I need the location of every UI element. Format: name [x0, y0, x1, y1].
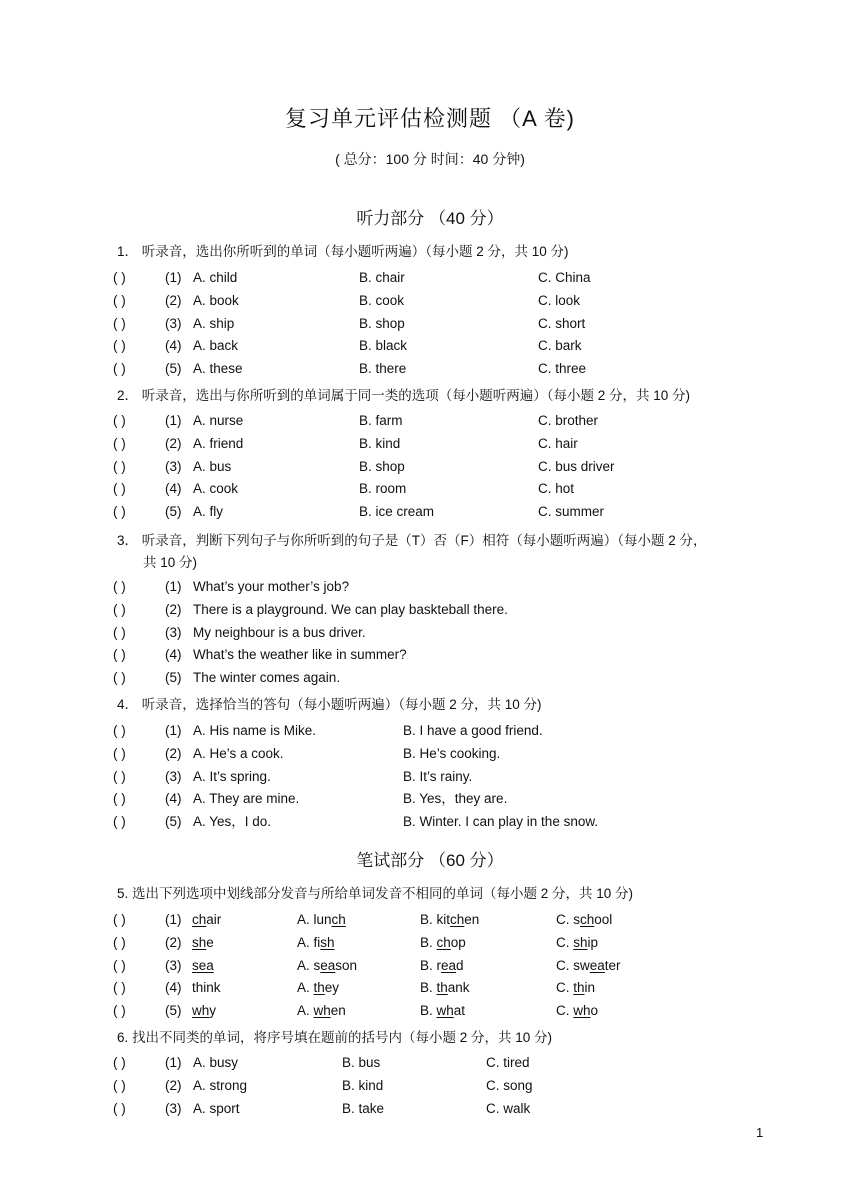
option-b: B. cook — [359, 292, 405, 308]
writing-section-header: 笔试部分 （60 分） — [356, 851, 504, 870]
item-number: (5) — [165, 814, 182, 829]
answer-bracket: ( ) — [113, 1077, 126, 1093]
option-w-part: e — [206, 934, 214, 950]
q3-item — [113, 645, 813, 665]
q3-item — [113, 577, 813, 597]
item-number: (1) — [165, 579, 182, 594]
answer-bracket: ( ) — [113, 768, 126, 784]
option-w-part: ch — [192, 912, 207, 927]
option-a: A. nurse — [193, 413, 244, 428]
option-a: A. His name is Mike. — [193, 723, 317, 738]
option-a-part: son — [335, 957, 358, 973]
option-a: A. friend — [193, 435, 244, 451]
q6-item — [113, 1099, 813, 1119]
option-b: B. farm — [359, 413, 403, 428]
option-c-part: C. — [556, 1003, 574, 1018]
option-c-part: C. sw — [556, 957, 590, 973]
option-a — [297, 933, 335, 953]
option-c — [556, 910, 612, 930]
option-b — [420, 978, 470, 998]
option-b-part: ea — [441, 957, 457, 973]
page-title: 复习单元评估检测题 （A 卷) — [284, 106, 575, 131]
option-b-part: wh — [436, 1003, 454, 1018]
item-number: (5) — [165, 1003, 182, 1018]
q4-prompt: 4． 听录音，选择恰当的答句（每小题听两遍）（每小题 2 分，共 10 分) — [117, 697, 542, 712]
option-c: C. hair — [538, 435, 578, 451]
option-a-part: A. fi — [297, 934, 321, 950]
option-b: B. there — [359, 361, 407, 376]
option-a: A. strong — [193, 1077, 248, 1093]
page-subtitle: ( 总分：100 分 时间：40 分钟) — [335, 151, 525, 167]
option-b: B. shop — [359, 458, 405, 474]
option-b: B. bus — [342, 1055, 381, 1070]
option-text: My neighbour is a bus driver. — [193, 624, 366, 640]
q6-prompt: 6. 找出不同类的单词，将序号填在题前的括号内（每小题 2 分，共 10 分) — [117, 1030, 553, 1045]
option-c-part: ea — [589, 957, 605, 973]
q2-prompt: 2． 听录音，选出与你所听到的单词属于同一类的选项（每小题听两遍）（每小题 2 分，共 10 分) — [117, 388, 691, 403]
item-number: (4) — [165, 791, 182, 807]
option-a-part: A. lun — [297, 912, 332, 927]
option-a — [297, 910, 346, 930]
answer-bracket: ( ) — [113, 361, 126, 376]
option-b-part: ch — [450, 912, 465, 927]
q5-item — [113, 978, 813, 998]
q3-prompt-line2: 共 10 分) — [143, 555, 198, 570]
option-c-part: C. — [556, 934, 574, 950]
answer-bracket: ( ) — [113, 647, 126, 663]
option-c-part: wh — [573, 1003, 591, 1018]
item-number: (1) — [165, 912, 182, 927]
q3-item — [113, 623, 813, 643]
option-a: A. It’s spring. — [193, 768, 271, 784]
option-b: B. chair — [359, 270, 405, 285]
answer-bracket: ( ) — [113, 1100, 126, 1116]
option-c: C. bark — [538, 338, 582, 354]
option-c-part: in — [584, 980, 596, 996]
answer-bracket: ( ) — [113, 1003, 126, 1018]
answer-bracket: ( ) — [113, 601, 126, 617]
option-a: A. bus — [193, 458, 232, 474]
q6-item — [113, 1076, 813, 1096]
option-a-part: sh — [320, 934, 335, 950]
item-number: (1) — [165, 413, 182, 428]
option-b: B. It’s rainy. — [403, 768, 473, 784]
q4-item — [113, 744, 813, 764]
option-w — [192, 910, 221, 930]
item-number: (1) — [165, 723, 182, 738]
option-b: B. shop — [359, 315, 405, 331]
option-c — [556, 1001, 598, 1021]
item-number: (3) — [165, 957, 182, 973]
option-a-part: ea — [320, 957, 336, 973]
option-w-part: air — [206, 912, 222, 927]
item-number: (5) — [165, 670, 182, 685]
option-c-part: C. s — [556, 912, 581, 927]
item-number: (2) — [165, 601, 182, 617]
option-c: C. look — [538, 292, 581, 308]
q2-item — [113, 434, 813, 454]
page-number: 1 — [756, 1125, 764, 1140]
option-w — [192, 978, 221, 998]
answer-bracket: ( ) — [113, 723, 126, 738]
answer-bracket: ( ) — [113, 670, 126, 685]
q4-item — [113, 767, 813, 787]
option-c: C. tired — [486, 1055, 530, 1070]
q2-item — [113, 479, 813, 499]
q2-item — [113, 411, 813, 431]
item-number: (3) — [165, 768, 182, 784]
option-w — [192, 1001, 216, 1021]
option-a-part: ey — [324, 980, 340, 996]
option-a: A. ship — [193, 315, 235, 331]
q1-item — [113, 336, 813, 356]
q3-item — [113, 600, 813, 620]
item-number: (3) — [165, 1100, 182, 1116]
option-c: C. hot — [538, 481, 575, 497]
item-number: (5) — [165, 361, 182, 376]
q5-item — [113, 910, 813, 930]
option-a-part: A. s — [297, 957, 321, 973]
option-c-part: ch — [580, 912, 595, 927]
answer-bracket: ( ) — [113, 481, 126, 497]
option-c-part: th — [573, 980, 585, 996]
q5-item — [113, 933, 813, 953]
option-b-part: at — [453, 1003, 466, 1018]
option-b — [420, 956, 464, 976]
option-a: A. fly — [193, 504, 224, 519]
option-c-part: o — [590, 1003, 599, 1018]
option-a — [297, 1001, 346, 1021]
answer-bracket: ( ) — [113, 957, 126, 973]
option-w — [192, 933, 214, 953]
item-number: (4) — [165, 980, 182, 996]
q1-item — [113, 314, 813, 334]
answer-bracket: ( ) — [113, 791, 126, 807]
option-a-part: A. — [297, 1003, 314, 1018]
item-number: (2) — [165, 1077, 182, 1093]
q2-item — [113, 457, 813, 477]
option-b — [420, 910, 479, 930]
option-a-part: th — [313, 980, 325, 996]
option-w-part: y — [209, 1003, 217, 1018]
option-c — [556, 956, 621, 976]
item-number: (1) — [165, 270, 182, 285]
answer-bracket: ( ) — [113, 458, 126, 474]
q1-item — [113, 291, 813, 311]
answer-bracket: ( ) — [113, 745, 126, 761]
option-c: C. three — [538, 361, 587, 376]
option-c: C. walk — [486, 1100, 531, 1116]
option-text: What’s the weather like in summer? — [193, 647, 407, 663]
option-c: C. short — [538, 315, 586, 331]
option-b: B. He’s cooking. — [403, 745, 501, 761]
answer-bracket: ( ) — [113, 435, 126, 451]
option-a — [297, 956, 357, 976]
option-a-part: en — [330, 1003, 346, 1018]
answer-bracket: ( ) — [113, 912, 126, 927]
answer-bracket: ( ) — [113, 292, 126, 308]
option-a: A. cook — [193, 481, 239, 497]
option-text: What’s your mother’s job? — [193, 579, 350, 594]
item-number: (4) — [165, 647, 182, 663]
item-number: (2) — [165, 934, 182, 950]
option-a: A. They are mine. — [193, 791, 300, 807]
q3-prompt — [117, 530, 777, 574]
item-number: (1) — [165, 1055, 182, 1070]
q1-prompt: 1． 听录音，选出你所听到的单词（每小题听两遍）（每小题 2 分，共 10 分) — [117, 244, 569, 259]
option-c — [556, 978, 595, 998]
item-number: (3) — [165, 458, 182, 474]
option-b: B. ice cream — [359, 504, 435, 519]
item-number: (5) — [165, 504, 182, 519]
option-b-part: d — [456, 957, 464, 973]
option-b-part: B. — [420, 934, 437, 950]
item-number: (2) — [165, 292, 182, 308]
option-a: A. sport — [193, 1100, 240, 1116]
option-b: B. take — [342, 1100, 385, 1116]
option-b: B. black — [359, 338, 408, 354]
item-number: (3) — [165, 624, 182, 640]
option-b — [420, 933, 466, 953]
option-w-part: sea — [192, 957, 214, 973]
option-b: B. I have a good friend. — [403, 723, 543, 738]
q4-item — [113, 721, 813, 741]
answer-bracket: ( ) — [113, 413, 126, 428]
option-b: B. Yes，they are. — [403, 791, 508, 807]
option-b-part: ch — [436, 934, 451, 950]
q2-item — [113, 502, 813, 522]
answer-bracket: ( ) — [113, 504, 126, 519]
q1-item — [113, 268, 813, 288]
option-b-part: B. — [420, 1003, 437, 1018]
option-c — [556, 933, 598, 953]
item-number: (4) — [165, 338, 182, 354]
option-b-part: B. r — [420, 957, 442, 973]
option-b-part: B. kit — [420, 912, 451, 927]
option-c: C. song — [486, 1077, 533, 1093]
option-b — [420, 1001, 465, 1021]
option-text: There is a playground. We can play baskteball there. — [193, 601, 508, 617]
option-a-part: A. — [297, 980, 314, 996]
option-c: C. summer — [538, 504, 605, 519]
answer-bracket: ( ) — [113, 624, 126, 640]
option-a: A. He’s a cook. — [193, 745, 284, 761]
option-w-part: wh — [192, 1003, 210, 1018]
option-a: A. Yes，I do. — [193, 814, 272, 829]
answer-bracket: ( ) — [113, 579, 126, 594]
option-a-part: wh — [313, 1003, 331, 1018]
option-text: The winter comes again. — [193, 670, 341, 685]
q3-prompt-line1: 3． 听录音，判断下列句子与你所听到的句子是（T）否（F）相符（每小题听两遍）（每小题 2 分， — [117, 533, 707, 548]
option-c: C. brother — [538, 413, 599, 428]
listening-section-header: 听力部分 （40 分） — [356, 209, 504, 228]
option-a: A. back — [193, 338, 239, 354]
option-b-part: ank — [447, 980, 470, 996]
q6-item — [113, 1053, 813, 1073]
q5-prompt: 5. 选出下列选项中划线部分发音与所给单词发音不相同的单词（每小题 2 分，共 10 分) — [117, 886, 634, 901]
option-c-part: ter — [604, 957, 621, 973]
option-w-part: think — [192, 980, 221, 996]
answer-bracket: ( ) — [113, 814, 126, 829]
answer-bracket: ( ) — [113, 980, 126, 996]
answer-bracket: ( ) — [113, 270, 126, 285]
option-a: A. these — [193, 361, 243, 376]
option-w — [192, 956, 214, 976]
q4-item — [113, 812, 813, 832]
option-b: B. room — [359, 481, 407, 497]
option-c-part: C. — [556, 980, 574, 996]
option-b: B. kind — [342, 1077, 384, 1093]
option-a: A. child — [193, 270, 238, 285]
option-w-part: sh — [192, 934, 207, 950]
answer-bracket: ( ) — [113, 934, 126, 950]
q5-item — [113, 956, 813, 976]
option-a — [297, 978, 339, 998]
item-number: (2) — [165, 435, 182, 451]
option-a: A. book — [193, 292, 239, 308]
option-b-part: en — [464, 912, 480, 927]
option-c-part: sh — [573, 934, 588, 950]
q1-item — [113, 359, 813, 379]
answer-bracket: ( ) — [113, 315, 126, 331]
item-number: (2) — [165, 745, 182, 761]
option-b-part: th — [436, 980, 448, 996]
option-c: C. bus driver — [538, 458, 615, 474]
item-number: (3) — [165, 315, 182, 331]
q5-item — [113, 1001, 813, 1021]
answer-bracket: ( ) — [113, 1055, 126, 1070]
answer-bracket: ( ) — [113, 338, 126, 354]
option-c-part: ip — [587, 934, 599, 950]
option-b: B. kind — [359, 435, 401, 451]
option-c-part: ool — [594, 912, 613, 927]
q3-item — [113, 668, 813, 688]
option-c: C. China — [538, 270, 591, 285]
option-b-part: op — [450, 934, 466, 950]
option-b: B. Winter. I can play in the snow. — [403, 814, 599, 829]
option-a-part: ch — [331, 912, 346, 927]
item-number: (4) — [165, 481, 182, 497]
option-b-part: B. — [420, 980, 437, 996]
option-a: A. busy — [193, 1055, 239, 1070]
q4-item — [113, 789, 813, 809]
